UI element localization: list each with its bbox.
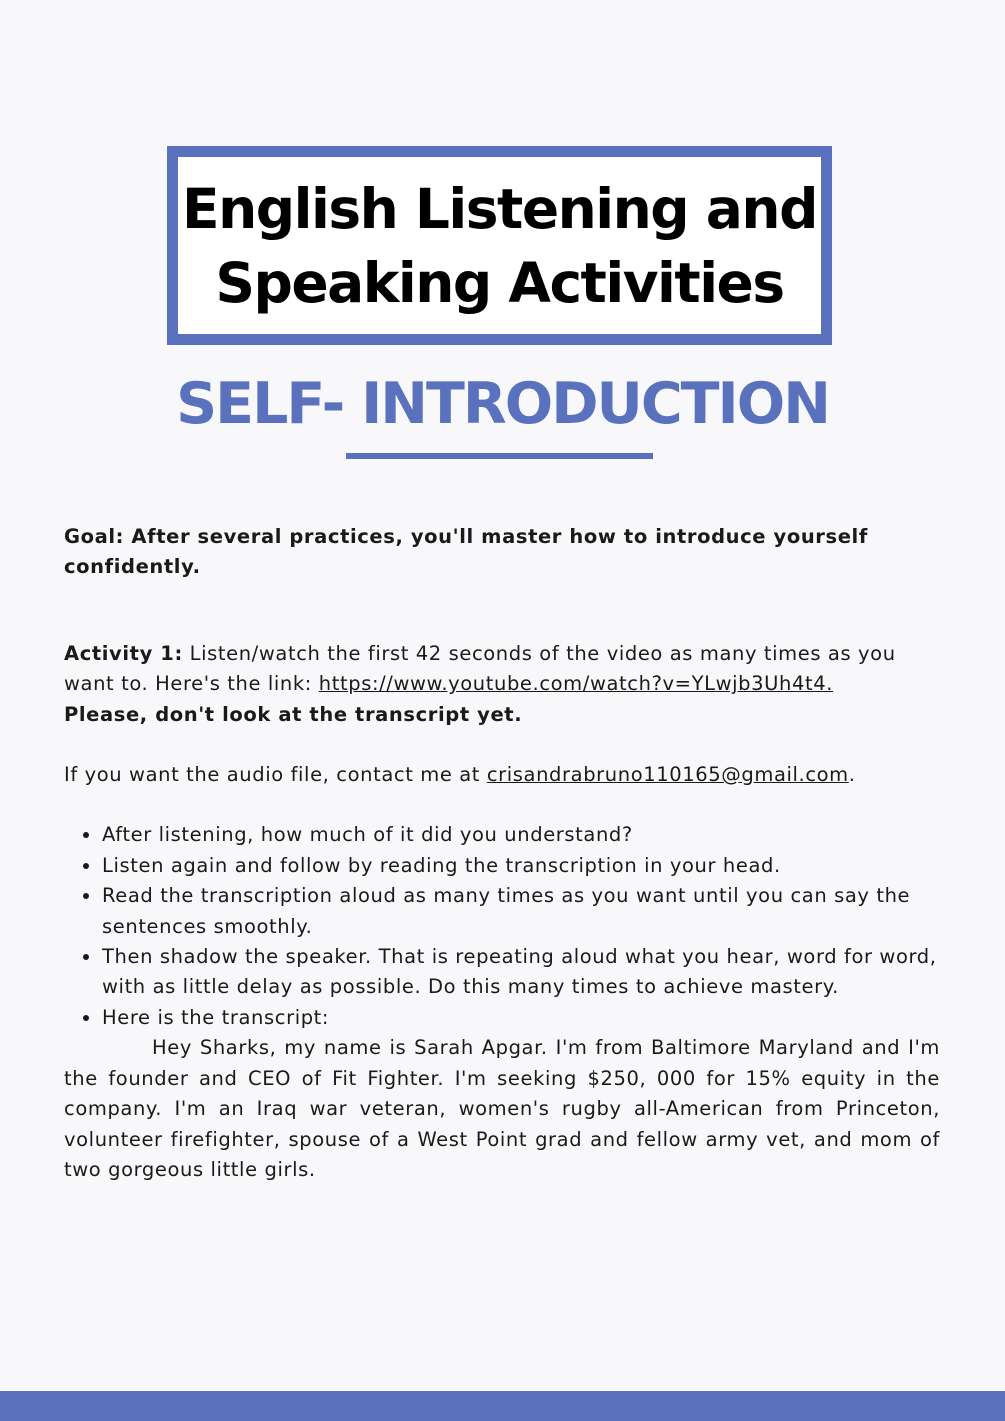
subtitle-underline (346, 453, 653, 459)
list-item: • Then shadow the speaker. That is repeating aloud what you hear, word for word, with as little delay as possible. Do this many times to achieve mastery. (102, 942, 940, 1003)
video-link[interactable]: https://www.youtube.com/watch?v=YLwjb3Uh4t4. (318, 672, 834, 696)
content-body (64, 522, 940, 1185)
transcript-text: Hey Sharks, my name is Sarah Apgar. I'm from Baltimore Maryland and I'm the founder and CEO of Fit Fighter. I'm seeking $250, 000 for 15% equity in the company. I'm an Iraq war veteran, women's rugby all-American from Princeton, volunteer firefighter, spouse of a West Point grad and fellow army vet, and mom of two gorgeous little girls. (64, 1036, 940, 1181)
list-item: • Listen again and follow by reading the transcription in your head. (102, 851, 940, 881)
steps-list (64, 820, 940, 1033)
audio-text: If you want the audio file, contact me at (64, 763, 487, 787)
activity-1-text: Listen/watch the first 42 seconds of the video as many times as you want to. Here's the link: (64, 641, 896, 696)
footer-bar (0, 1391, 1005, 1421)
activity-1-label: Activity 1: (64, 641, 183, 665)
page-subtitle: SELF- INTRODUCTION (176, 371, 829, 437)
list-item: • Read the transcription aloud as many times as you want until you can say the sentences smoothly. (102, 881, 940, 942)
audio-paragraph (64, 760, 940, 790)
goal-text: Goal: After several practices, you'll master how to introduce yourself confidently. (64, 525, 868, 579)
title-box (167, 146, 832, 345)
list-item: • After listening, how much of it did you understand? (102, 820, 940, 850)
list-item: • Here is the transcript: (102, 1003, 940, 1033)
page-title-line-1: English Listening and (182, 176, 817, 241)
audio-end: . (848, 763, 856, 787)
email-link[interactable]: crisandrabruno110165@gmail.com (486, 763, 849, 787)
activity-1-paragraph (64, 639, 940, 730)
page-title-line-2: Speaking Activities (215, 250, 784, 315)
activity-1-note: Please, don't look at the transcript yet. (64, 702, 523, 726)
